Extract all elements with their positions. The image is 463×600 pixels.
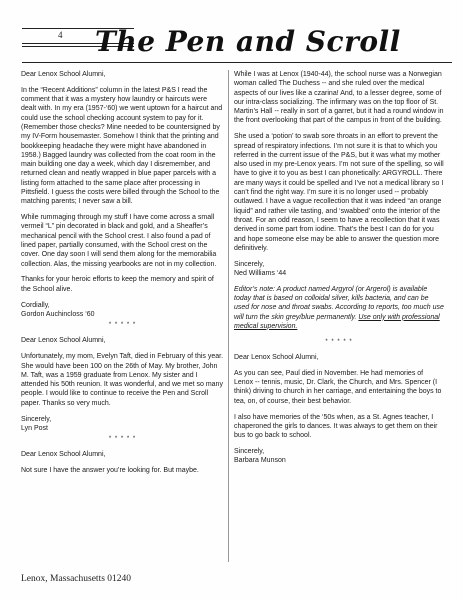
closing: Sincerely, [21, 415, 52, 423]
right-column [234, 70, 444, 472]
editor-note-warning: Use only with professional medical supervision. [234, 313, 440, 330]
letter-paragraph: Unfortunately, my mom, Evelyn Taft, died in February of this year. She would have been 100 on the 26th of May. My brother, John M. Taft, was a 1959 graduate from Lenox. My sister and I attended his 50th reunion. It was wonderful, and we met so many people. I would like to continue to receive the Pen and Scroll paper. Thanks so very much. [21, 353, 224, 407]
editor-note-text: Editor’s note: A product named Argyrol (or Argerol) is available today that is based on colloidal silver, kills bacteria, and can be used for nose and throat swabs. According to reports, too much use will turn the skin grey/blue permanently. [234, 285, 444, 321]
letter-paragraph: Thanks for your heroic efforts to keep the memory and spirit of the School alive. [21, 276, 214, 293]
letter-paragraph: While I was at Lenox (1940-44), the school nurse was a Norwegian woman called The Duchess -- and she ruled over the medical aspects of our lives like a czarina! And, to a lesser degree, some of our intra-class socializing. The infirmary was on the top floor of St. Martin’s Hall -- really in sort of a garret, but it had a round window in the front overlooking that part of the campus in front of the building. [234, 71, 444, 125]
section-separator: * * * * * [108, 322, 137, 329]
newsletter-title: The Pen and Scroll [95, 25, 401, 58]
salutation: Dear Lenox School Alumni, [21, 337, 106, 345]
signature: Ned Williams ‘44 [234, 269, 287, 277]
closing: Sincerely, [234, 260, 265, 268]
letter-paragraph: In the “Recent Additions” column in the latest P&S I read the comment that it was a mystery how laundry or haircuts were dealt with. In my era (1957-‘60) we went uptown for a haircut and could use the school checking account system to pay for it. (Remember those checks? Mine needed to be countersigned by my IV-Form housemaster. Somehow I think that the printing and bookkeeping headache they were might have abandoned in 1958.) Bagged laundry was collected from the coat room in the main building one day a week, which day I disremember, and returned clean and neatly wrapped in blue paper parcels with a listing form attached to the same place after processing in Pittsfield. I guess the costs were billed through the School to the matching parents; I never saw a bill. [21, 86, 223, 206]
masthead [0, 16, 463, 66]
letter-paragraph: Not sure I have the answer you’re looking for. But maybe. [21, 467, 199, 475]
left-column [21, 70, 224, 482]
closing: Sincerely, [234, 447, 265, 455]
page-number: 4 [58, 30, 63, 40]
letter-paragraph: I also have memories of the ‘50s when, as a St. Agnes teacher, I chaperoned the girls to dances. It was always to get them on their bus to go back to school. [234, 413, 438, 440]
editor-note [234, 285, 444, 331]
letter-paragraph: As you can see, Paul died in November. He had memories of Lenox -- tennis, music, Dr. Clark, the Church, and Mrs. Spencer (I think) driving to church in her carriage, and entertaining the boys to tea, on, of course, their best behavior. [234, 369, 442, 405]
salutation: Dear Lenox School Alumni, [21, 71, 106, 78]
closing: Cordially, [21, 301, 50, 309]
section-separator: * * * * * [325, 338, 353, 345]
salutation: Dear Lenox School Alumni, [21, 451, 106, 459]
column-divider [228, 70, 229, 562]
section-separator: * * * * * [108, 436, 137, 443]
signature: Lyn Post [21, 424, 48, 432]
salutation: Dear Lenox School Alumni, [234, 354, 319, 362]
letter-paragraph: She used a ‘potion’ to swab sore throats in an effort to prevent the spread of respiratory infections. I’m not sure it is that to which you referred in the current issue of the P&S, but it was what my mother also used in my pre-Lenox years. I’m not sure of the spelling, so will have to give it to you as best I can phonetically: ARGYROLL. There are many ways it could be spelled and I’ve not a medical library so I can’t find the right way. I’m sure it is no longer used -- probably outlawed. I have a vague recollection that it was indeed “an orange liquid” and rather vile tasting, and ‘swabbed’ onto the interior of the throat. For an odd reason, I seem to have a recollection that it was derived in some part from iodine. That’s the best I can do for you and hope someone else may be able to answer the question more definitively. [234, 133, 444, 252]
letter-paragraph: While rummaging through my stuff I have come across a small vermeil “L” pin decorated in black and gold, and a Sheaffer’s mechanical pencil with the School crest. I also found a pad of lined paper, partially consumed, with the School crest on the cover. One day soon I will send them along for the memorabilia collection. Alas, the missing yearbooks are not in my collection. [21, 214, 217, 268]
header-rule [22, 62, 452, 63]
footer-location: Lenox, Massachusetts 01240 [21, 574, 132, 584]
signature: Barbara Munson [234, 457, 286, 465]
signature: Gordon Auchincloss ‘60 [21, 310, 95, 318]
